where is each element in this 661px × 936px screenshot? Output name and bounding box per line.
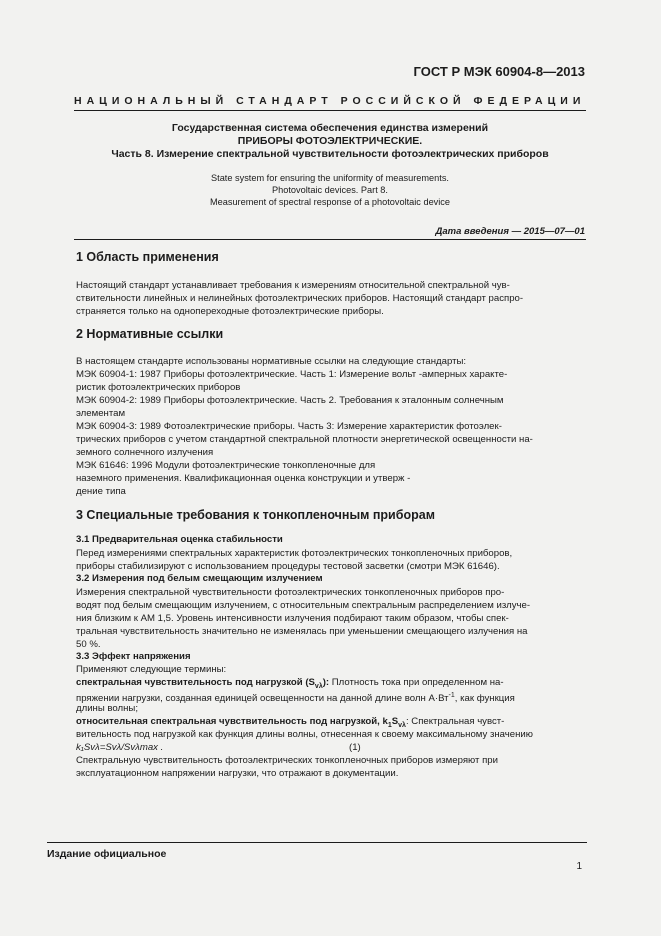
subsection-3-1-line: Перед измерениями спектральных характеристик фотоэлектрических тонкопленочных приборов, (76, 548, 513, 559)
term1-line2-tail: , как функция (454, 693, 515, 705)
term1-sup: -1 (448, 692, 455, 699)
section1-line: ствительности линейных и нелинейных фотоэлектрических приборов. Настоящий стандарт распро- (76, 293, 524, 304)
section1-line: страняется только на однопереходные фотоэлектрические приборы. (76, 306, 384, 317)
term1-bold: спектральная чувствительность под нагрузкой (S (76, 677, 315, 688)
subsection-3-3-heading: 3.3 Эффект напряжения (76, 651, 191, 662)
title-en-line1: State system for ensuring the uniformity of measurements. (211, 173, 449, 183)
divider-footer (47, 842, 587, 843)
term1-rest: Плотность тока при определенном на- (329, 677, 504, 688)
subsection-3-2-line: 50 %. (76, 639, 101, 650)
section2-line: В настоящем стандарте использованы нормативные ссылки на следующие стандарты: (76, 356, 467, 367)
national-standard-banner: НАЦИОНАЛЬНЫЙ СТАНДАРТ РОССИЙСКОЙ ФЕДЕРАЦИИ (74, 95, 586, 107)
page-number: 1 (576, 861, 582, 872)
term2-s: S (391, 716, 399, 727)
term1-line2 (76, 689, 515, 705)
section2-line: МЭК 60904-3: 1989 Фотоэлектрические приборы. Часть 3: Измерение характеристик фотоэлек- (76, 421, 502, 432)
section2-line: элементам (76, 408, 126, 419)
section1-heading: 1 Область применения (76, 250, 219, 264)
section2-line: МЭК 60904-1: 1987 Приборы фотоэлектрические. Часть 1: Измерение вольт -амперных характе- (76, 369, 508, 380)
term1-line2-text: пряжении нагрузки, созданная единицей освещенности на данной длине волн А·Вт (76, 693, 449, 705)
section1-line: Настоящий стандарт устанавливает требования к измерениям относительной спектральной чув- (76, 280, 510, 291)
section2-line: трических приборов с учетом стандартной спектральной плотности энергетической освещенности на- (76, 434, 533, 445)
term1-sub: vλ (314, 682, 323, 690)
term2-rest: : Спектральная чувст- (405, 716, 505, 727)
section2-line: ристик фотоэлектрических приборов (76, 382, 241, 393)
term1-close: ): (322, 677, 330, 688)
closing-line: эксплуатационном напряжении нагрузки, что отражают в документации. (76, 768, 399, 779)
document-code: ГОСТ Р МЭК 60904-8—2013 (413, 64, 585, 79)
term2-k-sub: 1 (387, 721, 392, 729)
title-ru-line1: Государственная система обеспечения единства измерений (171, 122, 489, 134)
title-en-line3: Measurement of spectral response of a photovoltaic device (209, 197, 451, 207)
term2-s-sub: vλ (398, 721, 406, 729)
official-edition-label: Издание официальное (47, 848, 167, 860)
subsection-3-1-line: приборы стабилизируют с использованием процедуры тестовой засветки (смотри МЭК 61646). (76, 561, 500, 572)
subsection-3-2-line: ния близким к АМ 1,5. Уровень интенсивности излучения подбирают таким образом, чтобы спек- (76, 613, 509, 624)
introduction-date: Дата введения — 2015—07—01 (435, 226, 585, 237)
term2-line2: вительность под нагрузкой как функция длины волны, отнесенная к своему максимальному значению (76, 729, 533, 740)
closing-line: Спектральную чувствительность фотоэлектрических тонкопленочных приборов измеряют при (76, 755, 498, 766)
title-ru-line2: ПРИБОРЫ ФОТОЭЛЕКТРИЧЕСКИЕ. (237, 135, 423, 147)
title-ru-line3: Часть 8. Измерение спектральной чувствительности фотоэлектрических приборов (111, 148, 549, 160)
term2-bold: относительная спектральная чувствительность под нагрузкой, k (76, 716, 388, 727)
formula: k₁Svλ=Svλ/Svλmax . (76, 742, 164, 753)
divider-date (74, 239, 586, 240)
section3-heading: 3 Специальные требования к тонкопленочным приборам (76, 508, 435, 522)
term1-line3: длины волны; (76, 703, 138, 714)
section2-line: МЭК 60904-2: 1989 Приборы фотоэлектрические. Часть 2. Требования к эталонным солнечным (76, 395, 504, 406)
section2-line: МЭК 61646: 1996 Модули фотоэлектрические тонкопленочные для (76, 460, 376, 471)
section2-line: наземного применения. Квалификационная оценка конструкции и утверж - (76, 473, 411, 484)
subsection-3-2-heading: 3.2 Измерения под белым смещающим излучением (76, 573, 323, 584)
section2-heading: 2 Нормативные ссылки (76, 327, 224, 341)
formula-number: (1) (349, 742, 361, 753)
subsection-3-1-heading: 3.1 Предварительная оценка стабильности (76, 534, 283, 545)
section2-line: дение типа (76, 486, 126, 497)
divider-top (74, 110, 586, 111)
title-en-line2: Photovoltaic devices. Part 8. (272, 185, 388, 195)
subsection-3-3-intro: Применяют следующие термины: (76, 664, 227, 675)
subsection-3-2-line: тральная чувствительность значительно не изменялась при уменьшении смещающего излучения на (76, 626, 528, 637)
subsection-3-2-line: водят под белым смещающим излучением, с относительным спектральным распределением излуче- (76, 600, 531, 611)
subsection-3-2-line: Измерения спектральной чувствительности фотоэлектрических тонкопленочных приборов про- (76, 587, 505, 598)
section2-line: земного солнечного излучения (76, 447, 214, 458)
